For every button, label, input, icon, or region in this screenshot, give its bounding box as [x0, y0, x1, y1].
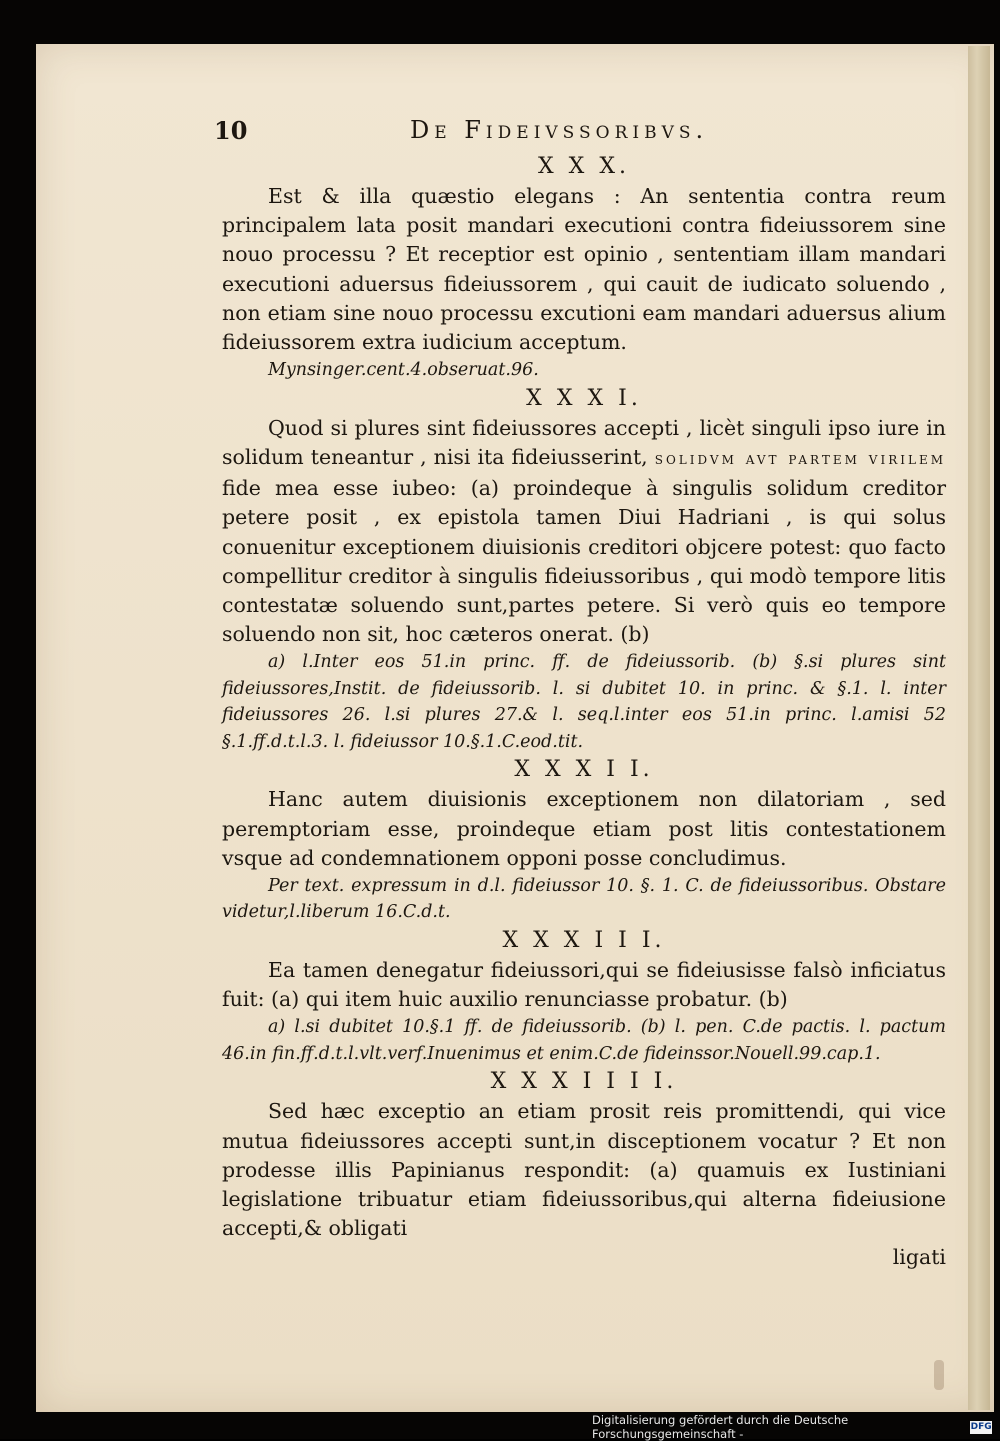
section-heading: X X X I I. [514, 757, 654, 783]
section-citation: a) l.si dubitet 10.§.1 ff. de fideiussorib. (b) l. pen. C.de pactis. l. pactum 46.in fin.ff.d.t.l.vlt.verf.Inuenimus et enim.C.de fideinssor.Nouell.99.cap.1. [222, 1017, 946, 1064]
section-paragraph: Ea tamen denegatur fideiussori,qui se fideiusisse falsò inficiatus fuit: (a) qui item huic auxilio renunciasse probatur. (b) [222, 957, 946, 1012]
paragraph-text: Quod si plures sint fideiussores accepti , licèt singuli ipso iure in solidum teneantur , nisi ita fideiusserint, [222, 415, 946, 469]
catchword: ligati [892, 1245, 946, 1270]
paragraph-small-caps: solidvm avt partem virilem [654, 448, 946, 469]
paragraph-text: fide mea esse iubeo: (a) proindeque à singulis solidum creditor petere posit , ex epistola tamen Diui Hadriani , is qui solus conuenitur exceptionem diuisionis creditori objcere potest: quo facto compellitur creditor à singulis fideiussoribus , qui modò tempore litis contestatæ soluendo sunt,partes petere. Si verò quis eo tempore soluendo non sit, hoc cæteros onerat. (b) [222, 476, 946, 647]
section-heading: X X X I I I. [502, 927, 666, 953]
section-citation: a) l.Inter eos 51.in princ. ff. de fideiussorib. (b) §.si plures sint fideiussores,Instit. de fideiussorib. l. si dubitet 10. in princ. & §.1. l. inter fideiussores 26. l.si plures 27.& l. seq.l.inter eos 51.in princ. l.amisi 52 §.1.ff.d.t.l.3. l. fideiussor 10.§.1.C.eod.tit. [222, 652, 946, 752]
section-paragraph [222, 414, 946, 650]
page-header [214, 116, 944, 152]
section-paragraph: Sed hæc exceptio an etiam prosit reis promittendi, qui vice mutua fideiussores accepti sunt,in disceptionem vocatur ? Et non prodesse illis Papinianus respondit: (a) quamuis ex Iustiniani legislatione tribuatur etiam fideiussoribus,qui alterna fideiusione accepti,& obligati [222, 1099, 946, 1241]
section-heading: X X X I. [526, 385, 642, 411]
section-citation: Mynsinger.cent.4.obseruat.96. [268, 360, 539, 381]
section-paragraph: Hanc autem diuisionis exceptionem non dilatoriam , sed peremptoriam esse, proindeque etiam post litis contestationem vsque ad condemnationem opponi posse concludimus. [222, 787, 946, 870]
footer-text: Digitalisierung gefördert durch die Deutsche Forschungsgemeinschaft - [592, 1413, 849, 1441]
digitization-footer [592, 1413, 992, 1441]
page-edge [968, 46, 990, 1410]
section-heading: X X X. [538, 154, 630, 179]
running-title: De Fideivssoribvs. [410, 116, 709, 144]
section-citation: Per text. expressum in d.l. fideiussor 10. §. 1. C. de fideiussoribus. Obstare videtur,l.liberum 16.C.d.t. [222, 875, 946, 923]
dfg-logo-icon: DFG [970, 1421, 992, 1432]
page-number: 10 [214, 116, 248, 145]
page-text [222, 152, 946, 1271]
section-heading: X X X I I I I. [490, 1069, 678, 1095]
page-stain [934, 1360, 944, 1390]
section-paragraph: Est & illa quæstio elegans : An sententia contra reum principalem lata posit mandari executioni contra fideiussorem sine nouo processu ? Et receptior est opinio , sententiam illam mandari executioni aduersus fideiussorem , qui cauit de iudicato soluendo , non etiam sine nouo processu excutioni eam mandari aduersus alium fideiussorem extra iudicium acceptum. [222, 184, 946, 355]
